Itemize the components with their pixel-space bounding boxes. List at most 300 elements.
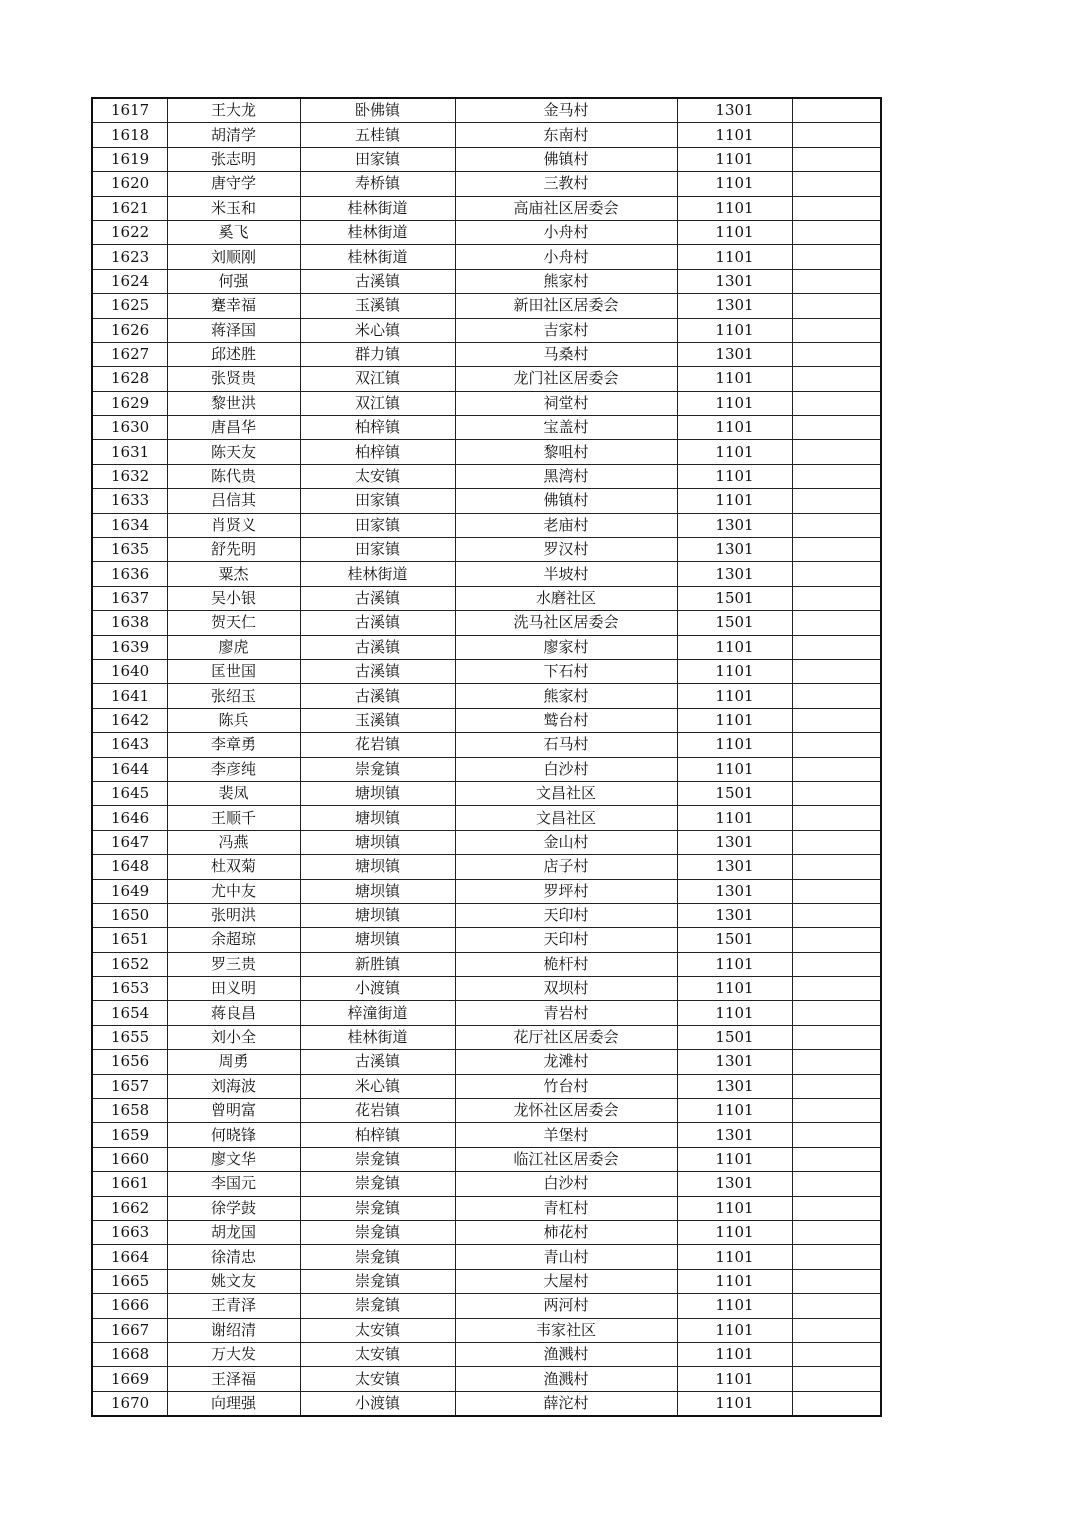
remark-cell: [792, 1220, 881, 1244]
remark-cell: [792, 220, 881, 244]
table-row: [92, 928, 881, 952]
village-cell: 临江社区居委会: [455, 1147, 677, 1171]
town-cell: 桂林街道: [300, 1025, 455, 1049]
remark-cell: [792, 1196, 881, 1220]
town-cell: 崇龛镇: [300, 1172, 455, 1196]
row-number-cell: 1667: [92, 1318, 167, 1342]
name-cell: 匡世国: [167, 659, 300, 683]
code-cell: 1101: [677, 635, 792, 659]
row-number-cell: 1632: [92, 464, 167, 488]
remark-cell: [792, 757, 881, 781]
row-number-cell: 1662: [92, 1196, 167, 1220]
row-number-cell: 1633: [92, 489, 167, 513]
table-row: [92, 1001, 881, 1025]
code-cell: 1501: [677, 611, 792, 635]
row-number-cell: 1652: [92, 952, 167, 976]
town-cell: 古溪镇: [300, 586, 455, 610]
name-cell: 万大发: [167, 1342, 300, 1366]
row-number-cell: 1631: [92, 440, 167, 464]
row-number-cell: 1649: [92, 879, 167, 903]
row-number-cell: 1624: [92, 269, 167, 293]
name-cell: 李彦纯: [167, 757, 300, 781]
town-cell: 太安镇: [300, 1342, 455, 1366]
code-cell: 1301: [677, 562, 792, 586]
record-table-body: [92, 98, 881, 1416]
village-cell: 水磨社区: [455, 586, 677, 610]
code-cell: 1101: [677, 1220, 792, 1244]
village-cell: 大屋村: [455, 1269, 677, 1293]
town-cell: 田家镇: [300, 147, 455, 171]
table-row: [92, 318, 881, 342]
remark-cell: [792, 733, 881, 757]
table-row: [92, 879, 881, 903]
name-cell: 裴凤: [167, 781, 300, 805]
town-cell: 桂林街道: [300, 562, 455, 586]
row-number-cell: 1621: [92, 196, 167, 220]
row-number-cell: 1650: [92, 903, 167, 927]
row-number-cell: 1659: [92, 1123, 167, 1147]
name-cell: 舒先明: [167, 538, 300, 562]
village-cell: 半坡村: [455, 562, 677, 586]
remark-cell: [792, 147, 881, 171]
code-cell: 1101: [677, 1318, 792, 1342]
row-number-cell: 1628: [92, 367, 167, 391]
remark-cell: [792, 489, 881, 513]
remark-cell: [792, 1269, 881, 1293]
code-cell: 1501: [677, 1025, 792, 1049]
name-cell: 李国元: [167, 1172, 300, 1196]
row-number-cell: 1640: [92, 659, 167, 683]
town-cell: 塘坝镇: [300, 806, 455, 830]
town-cell: 花岩镇: [300, 733, 455, 757]
code-cell: 1301: [677, 98, 792, 123]
row-number-cell: 1655: [92, 1025, 167, 1049]
row-number-cell: 1651: [92, 928, 167, 952]
code-cell: 1101: [677, 147, 792, 171]
remark-cell: [792, 318, 881, 342]
remark-cell: [792, 342, 881, 366]
row-number-cell: 1617: [92, 98, 167, 123]
remark-cell: [792, 635, 881, 659]
row-number-cell: 1634: [92, 513, 167, 537]
code-cell: 1301: [677, 1050, 792, 1074]
town-cell: 桂林街道: [300, 245, 455, 269]
remark-cell: [792, 1074, 881, 1098]
village-cell: 青岩村: [455, 1001, 677, 1025]
row-number-cell: 1665: [92, 1269, 167, 1293]
town-cell: 柏梓镇: [300, 1123, 455, 1147]
row-number-cell: 1653: [92, 977, 167, 1001]
town-cell: 崇龛镇: [300, 1294, 455, 1318]
village-cell: 廖家村: [455, 635, 677, 659]
code-cell: 1101: [677, 1099, 792, 1123]
code-cell: 1101: [677, 464, 792, 488]
code-cell: 1101: [677, 172, 792, 196]
name-cell: 罗三贵: [167, 952, 300, 976]
row-number-cell: 1658: [92, 1099, 167, 1123]
remark-cell: [792, 562, 881, 586]
row-number-cell: 1627: [92, 342, 167, 366]
code-cell: 1101: [677, 489, 792, 513]
code-cell: 1301: [677, 903, 792, 927]
remark-cell: [792, 928, 881, 952]
name-cell: 田义明: [167, 977, 300, 1001]
row-number-cell: 1644: [92, 757, 167, 781]
village-cell: 青杠村: [455, 1196, 677, 1220]
name-cell: 贺天仁: [167, 611, 300, 635]
remark-cell: [792, 1367, 881, 1391]
name-cell: 刘顺刚: [167, 245, 300, 269]
village-cell: 天印村: [455, 928, 677, 952]
code-cell: 1301: [677, 1074, 792, 1098]
town-cell: 小渡镇: [300, 1391, 455, 1416]
code-cell: 1301: [677, 855, 792, 879]
town-cell: 古溪镇: [300, 1050, 455, 1074]
name-cell: 王泽福: [167, 1367, 300, 1391]
row-number-cell: 1639: [92, 635, 167, 659]
remark-cell: [792, 98, 881, 123]
row-number-cell: 1664: [92, 1245, 167, 1269]
town-cell: 米心镇: [300, 318, 455, 342]
row-number-cell: 1622: [92, 220, 167, 244]
row-number-cell: 1641: [92, 684, 167, 708]
remark-cell: [792, 830, 881, 854]
town-cell: 塘坝镇: [300, 903, 455, 927]
village-cell: 鹫台村: [455, 708, 677, 732]
table-row: [92, 659, 881, 683]
name-cell: 李章勇: [167, 733, 300, 757]
remark-cell: [792, 123, 881, 147]
name-cell: 刘海波: [167, 1074, 300, 1098]
table-row: [92, 1318, 881, 1342]
name-cell: 肖贤义: [167, 513, 300, 537]
code-cell: 1101: [677, 659, 792, 683]
name-cell: 王青泽: [167, 1294, 300, 1318]
table-row: [92, 952, 881, 976]
table-row: [92, 538, 881, 562]
name-cell: 徐学鼓: [167, 1196, 300, 1220]
remark-cell: [792, 1318, 881, 1342]
name-cell: 王顺千: [167, 806, 300, 830]
code-cell: 1101: [677, 977, 792, 1001]
remark-cell: [792, 708, 881, 732]
row-number-cell: 1663: [92, 1220, 167, 1244]
village-cell: 龙怀社区居委会: [455, 1099, 677, 1123]
town-cell: 柏梓镇: [300, 440, 455, 464]
table-row: [92, 98, 881, 123]
town-cell: 古溪镇: [300, 611, 455, 635]
code-cell: 1101: [677, 367, 792, 391]
remark-cell: [792, 1391, 881, 1416]
code-cell: 1101: [677, 391, 792, 415]
town-cell: 米心镇: [300, 1074, 455, 1098]
table-row: [92, 1391, 881, 1416]
remark-cell: [792, 1050, 881, 1074]
town-cell: 田家镇: [300, 538, 455, 562]
row-number-cell: 1669: [92, 1367, 167, 1391]
village-cell: 金马村: [455, 98, 677, 123]
table-row: [92, 220, 881, 244]
village-cell: 熊家村: [455, 269, 677, 293]
village-cell: 吉家村: [455, 318, 677, 342]
name-cell: 张贤贵: [167, 367, 300, 391]
town-cell: 太安镇: [300, 1367, 455, 1391]
table-row: [92, 147, 881, 171]
village-cell: 小舟村: [455, 220, 677, 244]
name-cell: 张明洪: [167, 903, 300, 927]
remark-cell: [792, 245, 881, 269]
village-cell: 罗坪村: [455, 879, 677, 903]
remark-cell: [792, 611, 881, 635]
table-row: [92, 342, 881, 366]
code-cell: 1501: [677, 586, 792, 610]
village-cell: 渔溅村: [455, 1367, 677, 1391]
name-cell: 尤中友: [167, 879, 300, 903]
row-number-cell: 1660: [92, 1147, 167, 1171]
name-cell: 何强: [167, 269, 300, 293]
name-cell: 米玉和: [167, 196, 300, 220]
town-cell: 太安镇: [300, 464, 455, 488]
table-row: [92, 781, 881, 805]
table-row: [92, 562, 881, 586]
remark-cell: [792, 391, 881, 415]
village-cell: 桅杆村: [455, 952, 677, 976]
remark-cell: [792, 586, 881, 610]
row-number-cell: 1670: [92, 1391, 167, 1416]
code-cell: 1101: [677, 708, 792, 732]
row-number-cell: 1656: [92, 1050, 167, 1074]
code-cell: 1101: [677, 1342, 792, 1366]
name-cell: 余超琼: [167, 928, 300, 952]
code-cell: 1301: [677, 538, 792, 562]
remark-cell: [792, 806, 881, 830]
row-number-cell: 1626: [92, 318, 167, 342]
village-cell: 黎咀村: [455, 440, 677, 464]
village-cell: 龙滩村: [455, 1050, 677, 1074]
row-number-cell: 1625: [92, 294, 167, 318]
row-number-cell: 1643: [92, 733, 167, 757]
village-cell: 青山村: [455, 1245, 677, 1269]
code-cell: 1101: [677, 220, 792, 244]
name-cell: 谢绍清: [167, 1318, 300, 1342]
row-number-cell: 1619: [92, 147, 167, 171]
row-number-cell: 1629: [92, 391, 167, 415]
town-cell: 双江镇: [300, 391, 455, 415]
table-row: [92, 635, 881, 659]
name-cell: 奚飞: [167, 220, 300, 244]
code-cell: 1501: [677, 928, 792, 952]
name-cell: 何晓锋: [167, 1123, 300, 1147]
town-cell: 崇龛镇: [300, 1269, 455, 1293]
town-cell: 桂林街道: [300, 196, 455, 220]
name-cell: 胡龙国: [167, 1220, 300, 1244]
row-number-cell: 1645: [92, 781, 167, 805]
name-cell: 陈代贵: [167, 464, 300, 488]
code-cell: 1101: [677, 1147, 792, 1171]
table-row: [92, 806, 881, 830]
table-row: [92, 1147, 881, 1171]
name-cell: 陈天友: [167, 440, 300, 464]
name-cell: 粟杰: [167, 562, 300, 586]
row-number-cell: 1620: [92, 172, 167, 196]
remark-cell: [792, 367, 881, 391]
table-row: [92, 294, 881, 318]
code-cell: 1101: [677, 733, 792, 757]
name-cell: 唐守学: [167, 172, 300, 196]
row-number-cell: 1630: [92, 416, 167, 440]
table-row: [92, 513, 881, 537]
village-cell: 龙门社区居委会: [455, 367, 677, 391]
village-cell: 罗汉村: [455, 538, 677, 562]
table-row: [92, 1220, 881, 1244]
village-cell: 两河村: [455, 1294, 677, 1318]
row-number-cell: 1635: [92, 538, 167, 562]
remark-cell: [792, 1123, 881, 1147]
remark-cell: [792, 977, 881, 1001]
village-cell: 薛沱村: [455, 1391, 677, 1416]
table-row: [92, 416, 881, 440]
village-cell: 祠堂村: [455, 391, 677, 415]
table-row: [92, 1050, 881, 1074]
village-cell: 白沙村: [455, 1172, 677, 1196]
village-cell: 下石村: [455, 659, 677, 683]
table-row: [92, 977, 881, 1001]
town-cell: 梓潼街道: [300, 1001, 455, 1025]
row-number-cell: 1637: [92, 586, 167, 610]
table-row: [92, 245, 881, 269]
village-cell: 小舟村: [455, 245, 677, 269]
table-row: [92, 1196, 881, 1220]
code-cell: 1101: [677, 440, 792, 464]
town-cell: 塘坝镇: [300, 928, 455, 952]
village-cell: 渔溅村: [455, 1342, 677, 1366]
village-cell: 洗马社区居委会: [455, 611, 677, 635]
code-cell: 1101: [677, 757, 792, 781]
table-row: [92, 367, 881, 391]
village-cell: 双坝村: [455, 977, 677, 1001]
town-cell: 崇龛镇: [300, 1147, 455, 1171]
village-cell: 店子村: [455, 855, 677, 879]
remark-cell: [792, 1172, 881, 1196]
code-cell: 1301: [677, 1172, 792, 1196]
remark-cell: [792, 1025, 881, 1049]
name-cell: 张志明: [167, 147, 300, 171]
town-cell: 太安镇: [300, 1318, 455, 1342]
remark-cell: [792, 538, 881, 562]
remark-cell: [792, 879, 881, 903]
table-row: [92, 757, 881, 781]
table-row: [92, 391, 881, 415]
village-cell: 东南村: [455, 123, 677, 147]
name-cell: 胡清学: [167, 123, 300, 147]
village-cell: 老庙村: [455, 513, 677, 537]
table-row: [92, 684, 881, 708]
code-cell: 1301: [677, 830, 792, 854]
town-cell: 田家镇: [300, 513, 455, 537]
town-cell: 花岩镇: [300, 1099, 455, 1123]
code-cell: 1101: [677, 1367, 792, 1391]
remark-cell: [792, 440, 881, 464]
village-cell: 黑湾村: [455, 464, 677, 488]
name-cell: 曾明富: [167, 1099, 300, 1123]
remark-cell: [792, 659, 881, 683]
remark-cell: [792, 855, 881, 879]
village-cell: 三教村: [455, 172, 677, 196]
town-cell: 卧佛镇: [300, 98, 455, 123]
code-cell: 1301: [677, 294, 792, 318]
remark-cell: [792, 1147, 881, 1171]
village-cell: 佛镇村: [455, 489, 677, 513]
name-cell: 张绍玉: [167, 684, 300, 708]
row-number-cell: 1618: [92, 123, 167, 147]
town-cell: 小渡镇: [300, 977, 455, 1001]
table-row: [92, 269, 881, 293]
town-cell: 五桂镇: [300, 123, 455, 147]
code-cell: 1301: [677, 879, 792, 903]
village-cell: 竹台村: [455, 1074, 677, 1098]
table-row: [92, 586, 881, 610]
code-cell: 1301: [677, 342, 792, 366]
name-cell: 周勇: [167, 1050, 300, 1074]
name-cell: 蹇幸福: [167, 294, 300, 318]
town-cell: 塘坝镇: [300, 781, 455, 805]
name-cell: 冯燕: [167, 830, 300, 854]
village-cell: 白沙村: [455, 757, 677, 781]
name-cell: 刘小全: [167, 1025, 300, 1049]
table-row: [92, 1294, 881, 1318]
remark-cell: [792, 172, 881, 196]
town-cell: 塘坝镇: [300, 855, 455, 879]
town-cell: 新胜镇: [300, 952, 455, 976]
name-cell: 杜双菊: [167, 855, 300, 879]
code-cell: 1101: [677, 1001, 792, 1025]
table-row: [92, 196, 881, 220]
row-number-cell: 1638: [92, 611, 167, 635]
remark-cell: [792, 464, 881, 488]
code-cell: 1101: [677, 1245, 792, 1269]
town-cell: 古溪镇: [300, 269, 455, 293]
village-cell: 高庙社区居委会: [455, 196, 677, 220]
town-cell: 古溪镇: [300, 659, 455, 683]
code-cell: 1101: [677, 416, 792, 440]
village-cell: 花厅社区居委会: [455, 1025, 677, 1049]
remark-cell: [792, 1245, 881, 1269]
table-row: [92, 708, 881, 732]
name-cell: 王大龙: [167, 98, 300, 123]
remark-cell: [792, 952, 881, 976]
table-row: [92, 1269, 881, 1293]
village-cell: 佛镇村: [455, 147, 677, 171]
remark-cell: [792, 1099, 881, 1123]
table-row: [92, 1172, 881, 1196]
remark-cell: [792, 781, 881, 805]
remark-cell: [792, 903, 881, 927]
town-cell: 崇龛镇: [300, 1220, 455, 1244]
village-cell: 文昌社区: [455, 806, 677, 830]
table-row: [92, 830, 881, 854]
name-cell: 黎世洪: [167, 391, 300, 415]
code-cell: 1101: [677, 1391, 792, 1416]
village-cell: 金山村: [455, 830, 677, 854]
remark-cell: [792, 196, 881, 220]
table-row: [92, 855, 881, 879]
row-number-cell: 1636: [92, 562, 167, 586]
remark-cell: [792, 1294, 881, 1318]
town-cell: 古溪镇: [300, 635, 455, 659]
record-table: [91, 97, 882, 1417]
town-cell: 柏梓镇: [300, 416, 455, 440]
table-row: [92, 1367, 881, 1391]
